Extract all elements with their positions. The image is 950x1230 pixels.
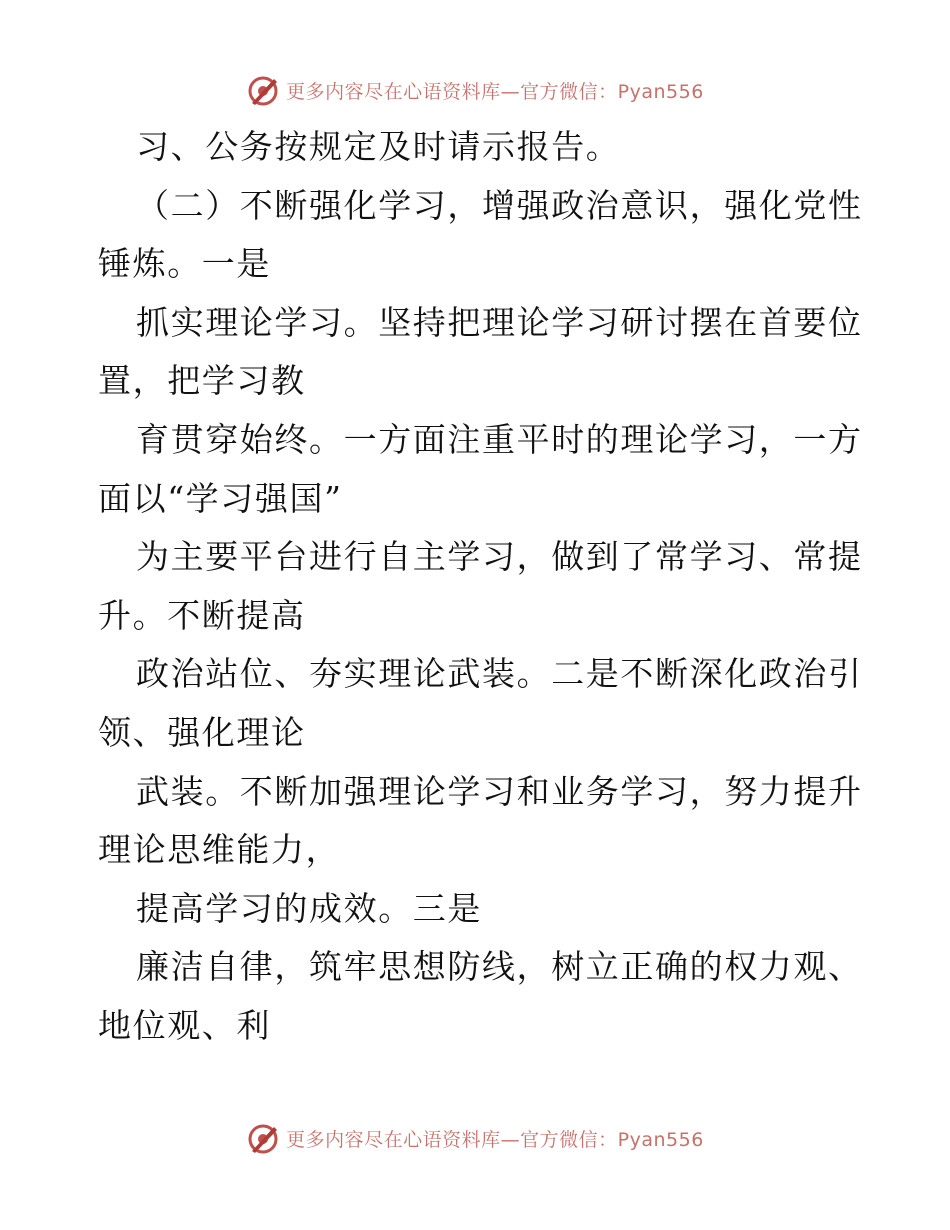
text-line: 习、公务按规定及时请示报告。 [136, 127, 621, 166]
text-line: 领、强化理论 [98, 712, 306, 752]
text-line: （二）不断强化学习，增强政治意识，强化党性 [136, 185, 863, 225]
text-line: 理论思维能力， [98, 830, 341, 870]
brush-logo-icon [246, 1121, 280, 1155]
footer-watermark-text: 更多内容尽在心语资料库—官方微信：Pyan556 [286, 1128, 704, 1151]
text-line: 提高学习的成效。三是 [136, 888, 482, 928]
text-line: 面以“学习强国” [98, 478, 343, 518]
text-line: 升。不断提高 [98, 595, 306, 635]
text-line: 置，把学习教 [98, 361, 306, 401]
header-watermark [0, 70, 950, 110]
text-line: 锤炼。一是 [98, 244, 271, 284]
text-line: 政治站位、夯实理论武装。二是不断深化政治引 [136, 654, 863, 694]
text-line: 武装。不断加强理论学习和业务学习，努力提升 [136, 771, 863, 811]
text-line: 为主要平台进行自主学习，做到了常学习、常提 [136, 537, 863, 577]
text-line: 地位观、利 [98, 1005, 271, 1045]
brush-logo-icon [246, 73, 280, 107]
text-line: 育贯穿始终。一方面注重平时的理论学习，一方 [136, 419, 863, 459]
footer-watermark [0, 1118, 950, 1158]
text-line: 廉洁自律，筑牢思想防线，树立正确的权力观、 [136, 947, 863, 987]
document-body [98, 118, 863, 1056]
text-line: 抓实理论学习。坚持把理论学习研讨摆在首要位 [136, 302, 863, 342]
header-watermark-text: 更多内容尽在心语资料库—官方微信：Pyan556 [286, 80, 704, 103]
